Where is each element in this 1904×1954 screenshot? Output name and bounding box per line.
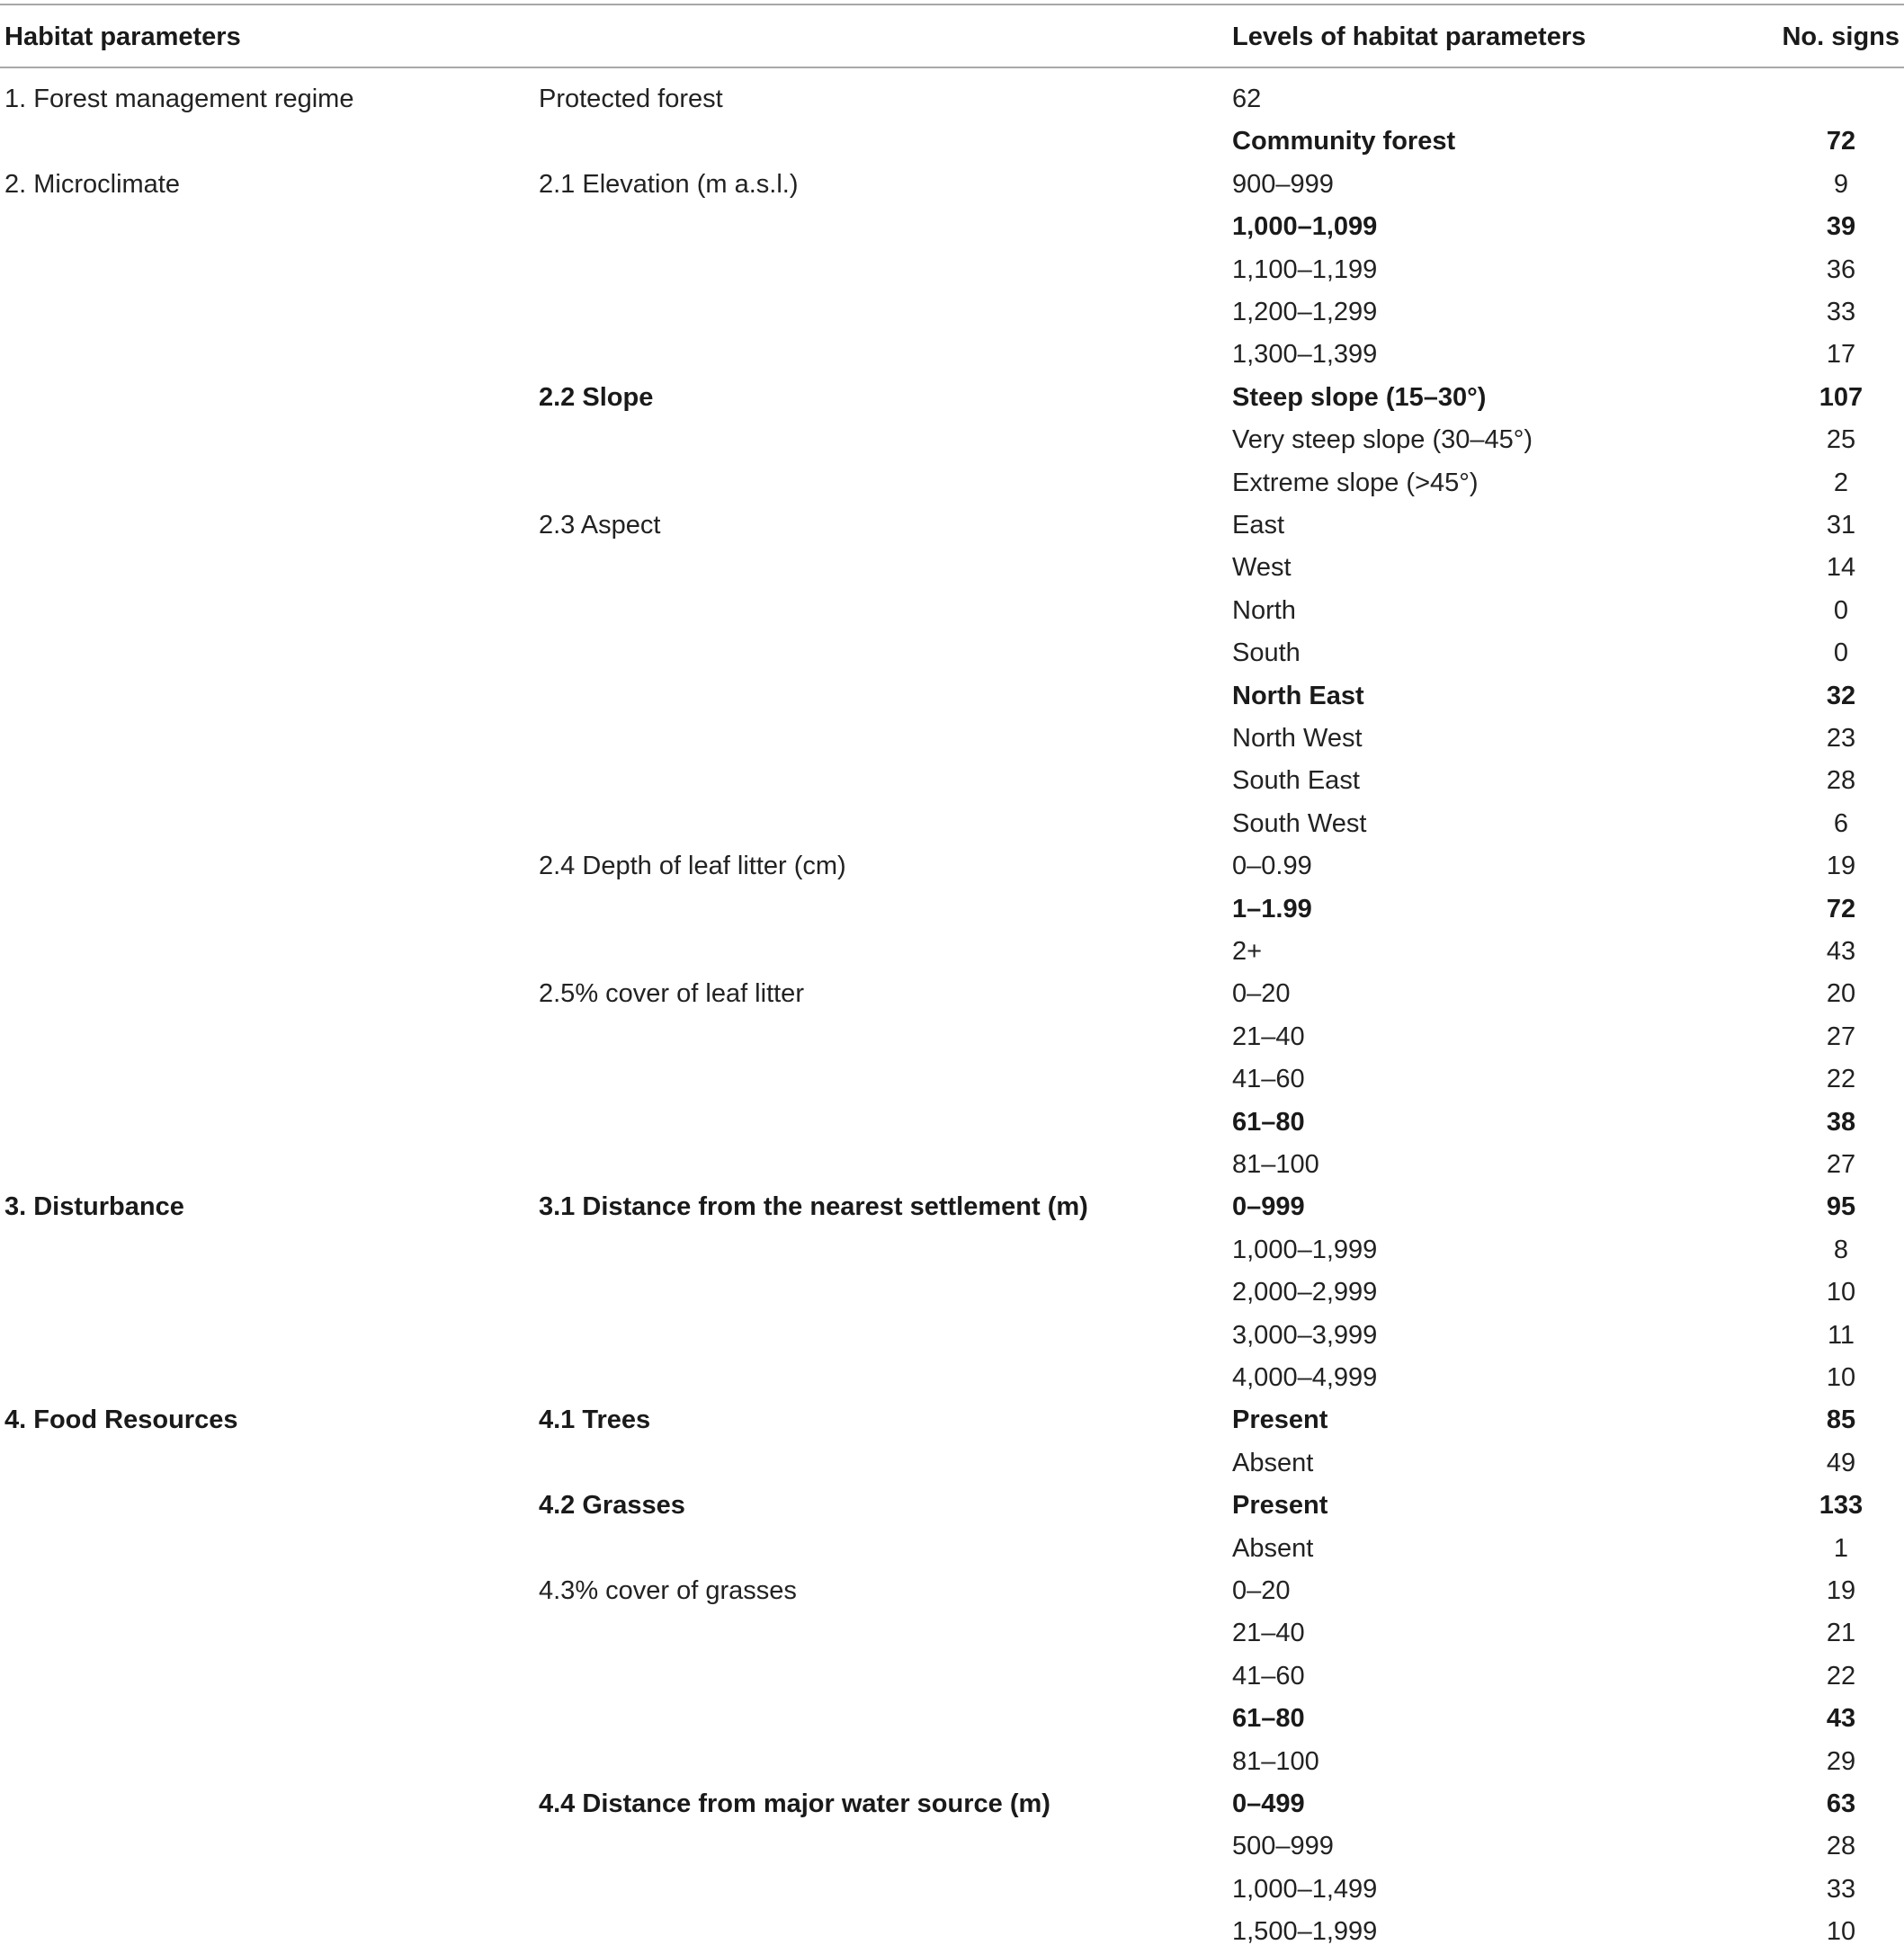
cell-level: North bbox=[1232, 595, 1296, 625]
cell-level: East bbox=[1232, 511, 1285, 540]
table-row bbox=[0, 973, 1904, 1015]
cell-level: 81–100 bbox=[1232, 1746, 1319, 1776]
cell-sub-parameter: 4.3% cover of grasses bbox=[539, 1576, 797, 1605]
cell-level: 21–40 bbox=[1232, 1619, 1305, 1648]
cell-no-signs: 19 bbox=[1826, 852, 1856, 881]
cell-no-signs: 14 bbox=[1826, 553, 1856, 583]
cell-level: South West bbox=[1232, 808, 1367, 838]
cell-no-signs: 8 bbox=[1833, 1235, 1849, 1264]
cell-no-signs: 0 bbox=[1833, 638, 1849, 668]
table-row bbox=[0, 760, 1904, 802]
cell-parameter: 2. Microclimate bbox=[4, 169, 180, 199]
cell-level: 1,300–1,399 bbox=[1232, 340, 1378, 370]
cell-level: 0–0.99 bbox=[1232, 852, 1312, 881]
cell-level: Very steep slope (30–45°) bbox=[1232, 425, 1533, 455]
cell-level: Steep slope (15–30°) bbox=[1232, 382, 1487, 412]
cell-no-signs: 72 bbox=[1826, 894, 1856, 923]
cell-no-signs: 27 bbox=[1826, 1022, 1856, 1051]
cell-level: 41–60 bbox=[1232, 1661, 1305, 1691]
table-row bbox=[0, 803, 1904, 845]
table-row bbox=[0, 1016, 1904, 1058]
cell-no-signs: 10 bbox=[1826, 1278, 1856, 1307]
cell-no-signs: 10 bbox=[1826, 1363, 1856, 1392]
table-row bbox=[0, 1783, 1904, 1825]
cell-sub-parameter: 2.4 Depth of leaf litter (cm) bbox=[539, 852, 846, 881]
table-row bbox=[0, 675, 1904, 718]
table-row bbox=[0, 164, 1904, 206]
header-no-signs: No. signs bbox=[1782, 22, 1900, 51]
cell-level: Absent bbox=[1232, 1448, 1314, 1477]
table-row bbox=[0, 1144, 1904, 1186]
cell-level: North East bbox=[1232, 681, 1364, 710]
cell-no-signs: 36 bbox=[1826, 254, 1856, 284]
table-row bbox=[0, 547, 1904, 589]
table-row bbox=[0, 120, 1904, 163]
cell-level: 2+ bbox=[1232, 937, 1263, 966]
cell-level: 0–499 bbox=[1232, 1789, 1305, 1818]
table-row bbox=[0, 1058, 1904, 1101]
cell-no-signs: 38 bbox=[1826, 1107, 1856, 1137]
cell-level: South East bbox=[1232, 766, 1360, 796]
cell-sub-parameter: 3.1 Distance from the nearest settlement (m) bbox=[539, 1192, 1088, 1222]
cell-no-signs: 2 bbox=[1833, 468, 1849, 497]
cell-no-signs: 28 bbox=[1826, 766, 1856, 796]
cell-level: 3,000–3,999 bbox=[1232, 1320, 1378, 1350]
table-row bbox=[0, 78, 1904, 120]
cell-sub-parameter: 2.2 Slope bbox=[539, 382, 654, 412]
cell-no-signs: 0 bbox=[1833, 595, 1849, 625]
cell-sub-parameter: 2.3 Aspect bbox=[539, 511, 661, 540]
header-habitat-parameters: Habitat parameters bbox=[4, 22, 241, 51]
cell-no-signs: 25 bbox=[1826, 425, 1856, 455]
cell-no-signs: 29 bbox=[1826, 1746, 1856, 1776]
table-row bbox=[0, 1315, 1904, 1357]
table-row bbox=[0, 206, 1904, 248]
cell-no-signs: 31 bbox=[1826, 511, 1856, 540]
cell-no-signs: 19 bbox=[1826, 1576, 1856, 1605]
cell-no-signs: 63 bbox=[1826, 1789, 1856, 1818]
table-row bbox=[0, 1271, 1904, 1314]
table-row bbox=[0, 1869, 1904, 1911]
table-row bbox=[0, 590, 1904, 632]
table-row bbox=[0, 1911, 1904, 1953]
cell-no-signs: 39 bbox=[1826, 212, 1856, 242]
table-row bbox=[0, 718, 1904, 760]
cell-sub-parameter: Protected forest bbox=[539, 85, 723, 113]
cell-no-signs: 17 bbox=[1826, 340, 1856, 370]
table-row bbox=[0, 1485, 1904, 1527]
table-row bbox=[0, 1570, 1904, 1612]
table-row bbox=[0, 249, 1904, 291]
cell-level: Present bbox=[1232, 1491, 1328, 1521]
cell-level: 81–100 bbox=[1232, 1150, 1319, 1179]
cell-no-signs: 9 bbox=[1833, 169, 1849, 199]
cell-parameter: 1. Forest management regime bbox=[4, 85, 354, 113]
table-row bbox=[0, 931, 1904, 973]
cell-no-signs: 107 bbox=[1819, 382, 1864, 412]
cell-no-signs: 33 bbox=[1826, 298, 1856, 326]
cell-no-signs: 95 bbox=[1826, 1192, 1856, 1222]
cell-level: Present bbox=[1232, 1405, 1328, 1435]
table-top-rule bbox=[0, 4, 1904, 5]
table-header-row bbox=[0, 16, 1904, 58]
cell-level: 1–1.99 bbox=[1232, 894, 1312, 923]
table-row bbox=[0, 1102, 1904, 1144]
cell-level: 62 bbox=[1232, 85, 1262, 113]
cell-level: 0–20 bbox=[1232, 1576, 1291, 1605]
table-row bbox=[0, 1612, 1904, 1655]
cell-level: 4,000–4,999 bbox=[1232, 1363, 1378, 1392]
cell-no-signs: 23 bbox=[1826, 724, 1856, 753]
cell-no-signs: 22 bbox=[1826, 1661, 1856, 1691]
cell-parameter: 4. Food Resources bbox=[4, 1405, 238, 1435]
cell-no-signs: 27 bbox=[1826, 1150, 1856, 1179]
cell-no-signs: 6 bbox=[1833, 808, 1849, 838]
cell-no-signs: 10 bbox=[1826, 1917, 1856, 1947]
cell-no-signs: 1 bbox=[1833, 1533, 1849, 1563]
cell-no-signs: 85 bbox=[1826, 1405, 1856, 1435]
table-row bbox=[0, 1357, 1904, 1399]
cell-level: 1,000–1,499 bbox=[1232, 1874, 1378, 1904]
cell-level: Community forest bbox=[1232, 127, 1456, 156]
cell-level: 1,500–1,999 bbox=[1232, 1917, 1378, 1947]
cell-level: 2,000–2,999 bbox=[1232, 1278, 1378, 1307]
cell-level: 1,000–1,999 bbox=[1232, 1235, 1378, 1264]
cell-no-signs: 43 bbox=[1826, 1704, 1856, 1734]
cell-sub-parameter: 4.1 Trees bbox=[539, 1405, 651, 1435]
cell-level: 21–40 bbox=[1232, 1022, 1305, 1051]
table-row bbox=[0, 291, 1904, 334]
table-row bbox=[0, 419, 1904, 461]
table-row bbox=[0, 462, 1904, 504]
table-row bbox=[0, 845, 1904, 888]
cell-no-signs: 133 bbox=[1819, 1491, 1864, 1521]
table-row bbox=[0, 1698, 1904, 1740]
cell-level: 1,000–1,099 bbox=[1232, 212, 1378, 242]
table-row bbox=[0, 1741, 1904, 1783]
table-row bbox=[0, 504, 1904, 547]
table-row bbox=[0, 334, 1904, 376]
cell-level: 41–60 bbox=[1232, 1065, 1305, 1094]
cell-sub-parameter: 2.1 Elevation (m a.s.l.) bbox=[539, 169, 799, 199]
cell-level: 61–80 bbox=[1232, 1107, 1305, 1137]
cell-level: 1,100–1,199 bbox=[1232, 254, 1378, 284]
cell-no-signs: 21 bbox=[1826, 1619, 1856, 1648]
cell-no-signs: 33 bbox=[1826, 1874, 1856, 1904]
cell-level: West bbox=[1232, 553, 1292, 583]
cell-level: 900–999 bbox=[1232, 169, 1334, 199]
table-row bbox=[0, 1229, 1904, 1271]
cell-sub-parameter: 2.5% cover of leaf litter bbox=[539, 979, 804, 1009]
cell-level: Absent bbox=[1232, 1533, 1314, 1563]
cell-no-signs: 72 bbox=[1826, 127, 1856, 156]
cell-no-signs: 11 bbox=[1827, 1320, 1855, 1350]
table-row bbox=[0, 1186, 1904, 1228]
table-row bbox=[0, 377, 1904, 419]
cell-no-signs: 20 bbox=[1826, 979, 1856, 1009]
table-header-rule bbox=[0, 67, 1904, 68]
cell-no-signs: 32 bbox=[1826, 681, 1856, 710]
table-row bbox=[0, 1528, 1904, 1570]
cell-parameter: 3. Disturbance bbox=[4, 1192, 184, 1222]
table-row bbox=[0, 1399, 1904, 1441]
cell-no-signs: 22 bbox=[1826, 1065, 1856, 1094]
cell-no-signs: 43 bbox=[1826, 937, 1856, 966]
cell-level: South bbox=[1232, 638, 1301, 668]
cell-level: Extreme slope (>45°) bbox=[1232, 468, 1479, 497]
table-row bbox=[0, 1825, 1904, 1868]
cell-level: North West bbox=[1232, 724, 1363, 753]
header-levels: Levels of habitat parameters bbox=[1232, 22, 1587, 51]
table-row bbox=[0, 1442, 1904, 1485]
table-row bbox=[0, 632, 1904, 674]
table-row bbox=[0, 888, 1904, 931]
cell-level: 500–999 bbox=[1232, 1832, 1334, 1861]
cell-level: 61–80 bbox=[1232, 1704, 1305, 1734]
cell-no-signs: 49 bbox=[1826, 1448, 1856, 1477]
cell-level: 0–999 bbox=[1232, 1192, 1305, 1222]
cell-level: 1,200–1,299 bbox=[1232, 298, 1378, 326]
table-row bbox=[0, 1655, 1904, 1698]
cell-sub-parameter: 4.4 Distance from major water source (m) bbox=[539, 1789, 1050, 1818]
cell-no-signs: 28 bbox=[1826, 1832, 1856, 1861]
cell-sub-parameter: 4.2 Grasses bbox=[539, 1491, 685, 1521]
cell-level: 0–20 bbox=[1232, 979, 1291, 1009]
